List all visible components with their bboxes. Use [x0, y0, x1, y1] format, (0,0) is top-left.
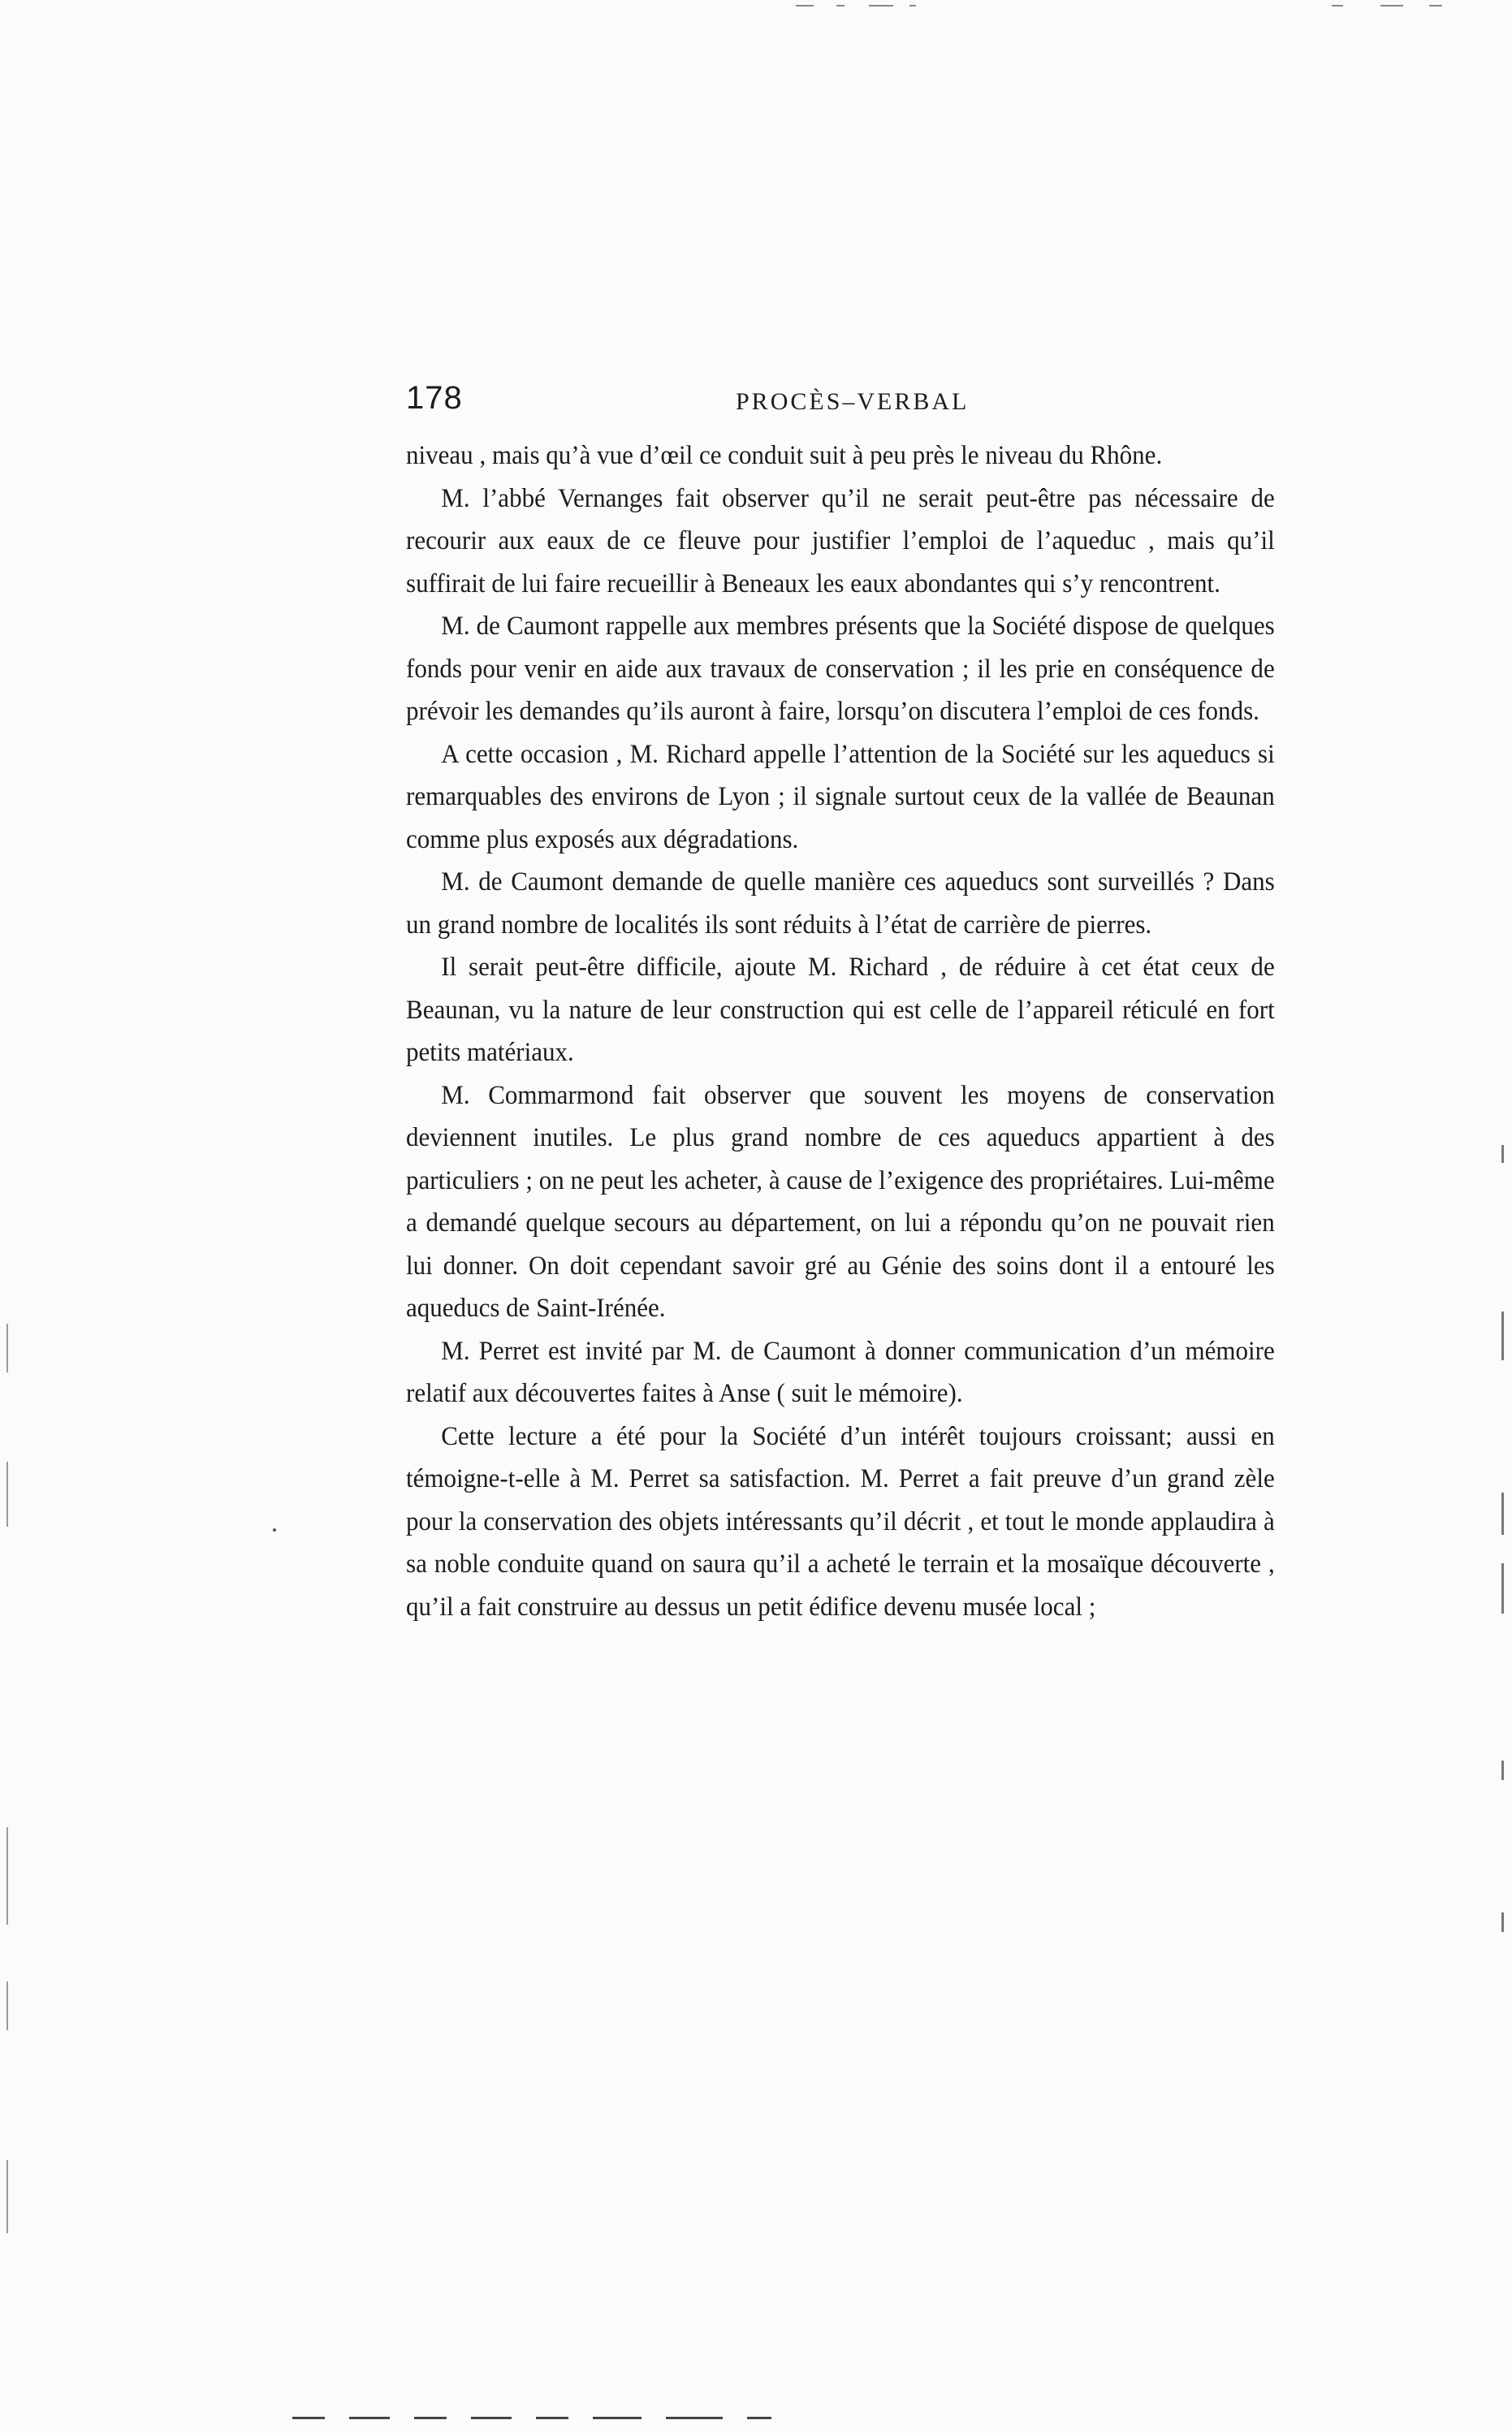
paragraph: M. de Caumont rappelle aux membres présents que la Société dispose de quelques fonds pour venir en aide aux travaux de conservation ; il les prie en conséquence de prévoir les demandes qu’ils auront à faire, lorsqu’on discutera l’emploi de ces fonds.	[406, 611, 1275, 726]
scan-speck	[273, 1528, 276, 1532]
paragraph: M. de Caumont demande de quelle manière ces aqueducs sont surveillés ? Dans un grand nombre de localités ils sont réduits à l’état de carrière de pierres.	[406, 867, 1275, 940]
paragraph: Il serait peut-être difficile, ajoute M. Richard , de réduire à cet état ceux de Beaunan, vu la nature de leur construction qui est celle de l’appareil réticulé en fort petits matériaux.	[406, 953, 1275, 1067]
scan-artifact-edge	[1501, 1912, 1504, 1932]
paragraph: Cette lecture a été pour la Société d’un intérêt toujours croissant; aussi en témoigne-t-elle à M. Perret sa satisfaction. M. Perret a fait preuve d’un grand zèle pour la conservation des objets intéressants qu’il décrit , et tout le monde applaudira à sa noble conduite quand on saura qu’il a acheté le terrain et la mosaïque découverte , qu’il a fait construire au dessus un petit édifice devenu musée local ;	[406, 1421, 1275, 1622]
scan-artifact-bottom	[292, 2417, 812, 2422]
scan-artifact-edge	[1501, 1761, 1504, 1780]
scan-artifact-left-edge	[6, 1981, 8, 2030]
scan-artifact-edge	[1501, 1145, 1504, 1163]
scan-artifact-left-edge	[6, 1324, 8, 1372]
page-number: 178	[406, 380, 463, 416]
scan-artifact-edge	[1501, 1312, 1504, 1360]
page-header	[406, 380, 1275, 421]
scan-artifact-top	[763, 0, 1478, 11]
running-title: PROCÈS–VERBAL	[736, 388, 970, 415]
scan-artifact-edge	[1501, 1493, 1504, 1535]
scan-artifact-left-edge	[6, 2160, 8, 2233]
scan-artifact-left-edge	[6, 1827, 8, 1925]
scan-artifact-left-edge	[6, 1462, 8, 1527]
paragraph: niveau , mais qu’à vue d’œil ce conduit suit à peu près le niveau du Rhône.	[406, 441, 1163, 470]
paragraph: A cette occasion , M. Richard appelle l’attention de la Société sur les aqueducs si remarquables des environs de Lyon ; il signale surtout ceux de la vallée de Beaunan comme plus exposés aux dégradations.	[406, 739, 1275, 854]
scan-artifact-edge	[1501, 1563, 1504, 1614]
paragraph: M. Commarmond fait observer que souvent les moyens de conservation deviennent inutiles. Le plus grand nombre de ces aqueducs appartient à des particuliers ; on ne peut les acheter, à cause de l’exigence des propriétaires. Lui-même a demandé quelque secours au département, on lui a répondu qu’on ne pouvait rien lui donner. On doit cependant savoir gré au Génie des soins dont il a entouré les aqueducs de Saint-Irénée.	[406, 1080, 1275, 1323]
body-text	[406, 434, 1275, 1628]
paragraph: M. Perret est invité par M. de Caumont à donner communication d’un mémoire relatif aux découvertes faites à Anse ( suit le mémoire).	[406, 1336, 1275, 1408]
paragraph: M. l’abbé Vernanges fait observer qu’il ne serait peut-être pas nécessaire de recourir aux eaux de ce fleuve pour justifier l’emploi de l’aqueduc , mais qu’il suffirait de lui faire recueillir à Beneaux les eaux abondantes qui s’y rencontrent.	[406, 483, 1275, 599]
